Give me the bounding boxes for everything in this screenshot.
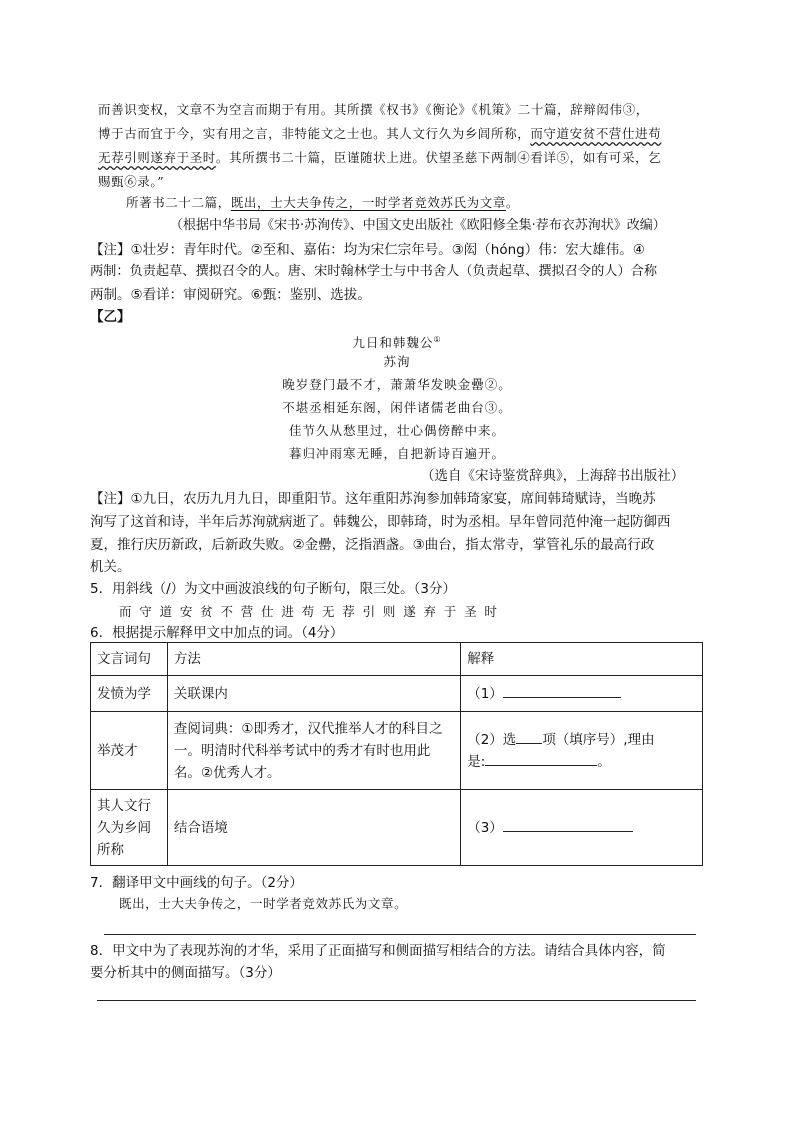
table-row <box>91 712 703 790</box>
row1-word: 发愤为学 <box>91 676 168 712</box>
question-8-line-1: 8．甲文中为了表现苏洵的才华，采用了正面描写和侧面描写相结合的方法。请结合具体内容，简 <box>90 943 666 959</box>
answer-blank-2b[interactable] <box>485 751 597 766</box>
passage-yi-label: 【乙】 <box>90 309 131 325</box>
passage-jia-note-1: 【注】①壮岁：青年时代。②至和、嘉佑：均为宋仁宗年号。③闳（hóng）伟：宏大雄伟。④ <box>90 242 645 258</box>
row3-answer: （3） <box>461 790 703 866</box>
table-header-row <box>91 643 703 676</box>
passage-jia-line-5: 所著书二十二篇，既出，士大夫争传之，一时学者竞效苏氏为文章。 <box>126 195 520 210</box>
answer-blank-1[interactable] <box>503 683 621 698</box>
question-5-sentence: 而守道安贫不营仕进苟无荐引则遂弃于圣时 <box>119 604 505 619</box>
passage-yi-note-3: 夏，推行庆历新政，后新政失败。②金罍，泛指酒盏。③曲台，指太常寺，掌管礼乐的最高行政 <box>90 537 655 553</box>
row2-word: 举茂才 <box>91 712 168 790</box>
answer-line-q7[interactable] <box>104 934 696 935</box>
passage-jia-line-2: 博于古而宜于今，实有用之言，非特能文之士也。其人文行久为乡闾所称，而守道安贫不营仕进苟 <box>98 126 662 141</box>
table-row <box>91 676 703 712</box>
poem-source: （选自《宋诗鉴赏辞典》，上海辞书出版社） <box>421 468 685 484</box>
row3-word: 其人文行久为乡闾所称 <box>91 790 168 866</box>
question-7-sentence: 既出，士大夫争传之，一时学者竞效苏氏为文章。 <box>119 896 408 911</box>
passage-jia-note-3: 两制。⑤看详：审阅研究。⑥甄：鉴别、选拔。 <box>90 287 371 303</box>
passage-jia-source: （根据中华书局《宋书·苏洵传》、中国文史出版社《欧阳修全集·荐布衣苏洵状》改编） <box>170 218 666 233</box>
poem-title: 九日和韩魏公① <box>352 335 442 351</box>
underlined-sentence: 既出，士大夫争传之，一时学者竞效苏氏为文章 <box>230 195 506 210</box>
header-explanation: 解释 <box>461 643 703 676</box>
row2-answer: （2）选 项（填序号）,理由 是: 。 <box>461 712 703 790</box>
table-row <box>91 790 703 866</box>
wavy-sentence-part-1: 而守道安贫不营仕进苟 <box>530 126 662 141</box>
poem-line-1: 晚岁登门最不才，萧萧华发映金罍②。 <box>282 377 512 392</box>
passage-yi-note-4: 机关。 <box>90 559 131 575</box>
poem-line-3: 佳节久从愁里过，壮心偶傍醉中来。 <box>288 423 505 438</box>
passage-jia-line-3: 无荐引则遂弃于圣时。其所撰书二十篇，臣谨随状上进。伏望圣慈下两制④看详⑤，如有可采，乞 <box>98 150 662 165</box>
question-6-table <box>90 642 703 866</box>
row1-method: 关联课内 <box>167 676 460 712</box>
passage-yi-note-2: 洵写了这首和诗，半年后苏洵就病逝了。韩魏公，即韩琦，时为丞相。早年曾同范仲淹一起防御西 <box>90 514 671 530</box>
wavy-sentence-part-2: 无荐引则遂弃于圣时 <box>98 150 216 165</box>
answer-line-q8[interactable] <box>97 1000 696 1001</box>
passage-jia-note-2: 两制：负责起草、撰拟召令的人。唐、宋时翰林学士与中书舍人（负责起草、撰拟召令的人）合称 <box>90 264 658 279</box>
passage-jia-line-4: 赐甄⑥录。” <box>98 174 165 189</box>
question-7: 7．翻译甲文中画线的句子。（2分） <box>90 875 303 891</box>
question-8-line-2: 要分析其中的侧面描写。（3分） <box>90 965 281 981</box>
header-method: 方法 <box>167 643 460 676</box>
passage-yi-note-1: 【注】①九日，农历九月九日，即重阳节。这年重阳苏洵参加韩琦家宴，席间韩琦赋诗，当晚苏 <box>90 491 656 507</box>
poem-line-4: 暮归冲雨寒无睡，自把新诗百遍开。 <box>288 446 505 461</box>
row3-method: 结合语境 <box>167 790 460 866</box>
answer-blank-2a[interactable] <box>516 729 542 744</box>
poem-line-2: 不堪丞相延东阁，闲伴诸儒老曲台③。 <box>282 400 512 415</box>
row1-answer: （1） <box>461 676 703 712</box>
passage-jia-line-1: 而善识变权，文章不为空言而期于有用。其所撰《权书》《衡论》《机策》二十篇，辞辩闳伟③， <box>98 102 649 117</box>
poem-author: 苏洵 <box>383 354 411 369</box>
answer-blank-3[interactable] <box>503 817 633 832</box>
question-5: 5．用斜线（/）为文中画波浪线的句子断句，限三处。（3分） <box>90 581 456 597</box>
header-word: 文言词句 <box>91 643 168 676</box>
question-6: 6．根据提示解释甲文中加点的词。（4分） <box>90 625 344 641</box>
row2-method: 查阅词典：①即秀才，汉代推举人才的科目之一。明清时代科举考试中的秀才有时也用此名。②优秀人才。 <box>167 712 460 790</box>
